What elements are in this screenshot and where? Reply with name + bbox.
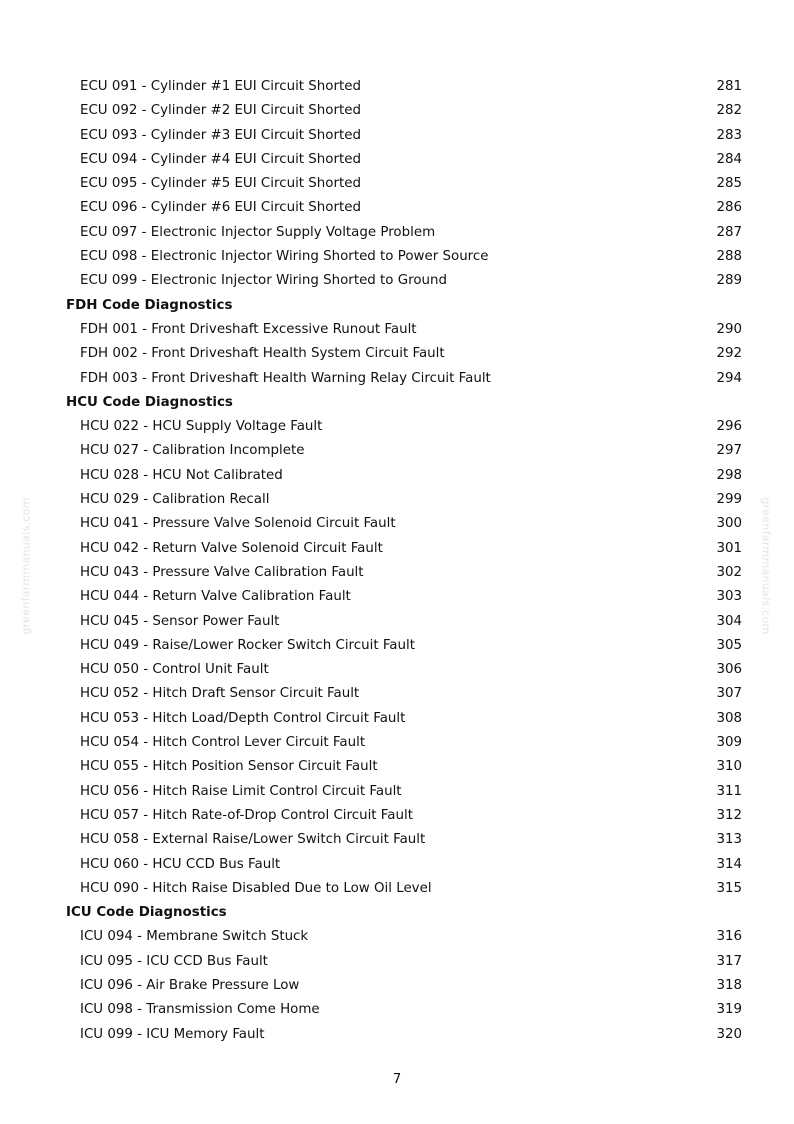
entry-title: HCU 054 - Hitch Control Lever Circuit Fault	[80, 735, 366, 751]
entry-title: HCU 027 - Calibration Incomplete	[80, 443, 305, 459]
entry-page-number: 309	[716, 735, 742, 751]
entry-title: ECU 093 - Cylinder #3 EUI Circuit Shorted	[80, 127, 361, 143]
entry-page-number: 320	[716, 1026, 742, 1042]
toc-section-heading[interactable]	[66, 901, 742, 925]
watermark-left: greenfarmmanuals.com	[19, 497, 33, 635]
toc-entry[interactable]	[66, 124, 742, 148]
toc-entry[interactable]	[66, 537, 742, 561]
toc-section-heading[interactable]	[66, 391, 742, 415]
toc-entry[interactable]	[66, 342, 742, 366]
toc-entry[interactable]	[66, 974, 742, 998]
entry-title: ICU 095 - ICU CCD Bus Fault	[80, 953, 268, 969]
entry-title: FDH 002 - Front Driveshaft Health System Circuit Fault	[80, 346, 445, 362]
toc-entry[interactable]	[66, 634, 742, 658]
entry-page-number: 284	[716, 151, 742, 167]
toc-entry[interactable]	[66, 585, 742, 609]
section-title: FDH Code Diagnostics	[66, 297, 233, 313]
toc-section-heading[interactable]	[66, 294, 742, 318]
toc-entry[interactable]	[66, 1023, 742, 1047]
entry-page-number: 318	[716, 977, 742, 993]
toc-entry[interactable]	[66, 439, 742, 463]
entry-page-number: 283	[716, 127, 742, 143]
entry-title: HCU 055 - Hitch Position Sensor Circuit Fault	[80, 759, 378, 775]
entry-page-number: 299	[716, 492, 742, 508]
toc-entry[interactable]	[66, 512, 742, 536]
entry-page-number: 298	[716, 467, 742, 483]
entry-page-number: 310	[716, 759, 742, 775]
entry-title: ICU 099 - ICU Memory Fault	[80, 1026, 265, 1042]
entry-page-number: 314	[716, 856, 742, 872]
toc-entry[interactable]	[66, 755, 742, 779]
entry-title: HCU 053 - Hitch Load/Depth Control Circuit Fault	[80, 710, 406, 726]
entry-title: HCU 049 - Raise/Lower Rocker Switch Circuit Fault	[80, 637, 415, 653]
toc-entry[interactable]	[66, 780, 742, 804]
entry-title: ECU 094 - Cylinder #4 EUI Circuit Shorted	[80, 151, 361, 167]
toc-entry[interactable]	[66, 877, 742, 901]
section-title: ICU Code Diagnostics	[66, 905, 227, 921]
toc-entry[interactable]	[66, 245, 742, 269]
entry-title: FDH 003 - Front Driveshaft Health Warning Relay Circuit Fault	[80, 370, 491, 386]
watermark-right: greenfarmmanuals.com	[759, 497, 773, 635]
entry-title: ECU 091 - Cylinder #1 EUI Circuit Shorted	[80, 79, 361, 94]
entry-title: ECU 095 - Cylinder #5 EUI Circuit Shorted	[80, 176, 361, 192]
toc-entry[interactable]	[66, 99, 742, 123]
entry-page-number: 313	[716, 832, 742, 848]
entry-title: HCU 057 - Hitch Rate-of-Drop Control Circuit Fault	[80, 807, 413, 823]
entry-title: ECU 092 - Cylinder #2 EUI Circuit Shorted	[80, 103, 361, 119]
entry-page-number: 315	[716, 880, 742, 896]
entry-title: HCU 028 - HCU Not Calibrated	[80, 467, 283, 483]
entry-page-number: 319	[716, 1002, 742, 1018]
toc-entry[interactable]	[66, 172, 742, 196]
entry-page-number: 304	[716, 613, 742, 629]
toc-entry[interactable]	[66, 561, 742, 585]
entry-page-number: 292	[716, 346, 742, 362]
entry-page-number: 287	[716, 224, 742, 240]
entry-title: HCU 022 - HCU Supply Voltage Fault	[80, 419, 323, 435]
entry-page-number: 290	[716, 321, 742, 337]
entry-title: HCU 043 - Pressure Valve Calibration Fault	[80, 564, 364, 580]
entry-page-number: 296	[716, 419, 742, 435]
toc-entry[interactable]	[66, 950, 742, 974]
entry-page-number: 281	[716, 79, 742, 94]
toc-entry[interactable]	[66, 75, 742, 99]
section-title: HCU Code Diagnostics	[66, 394, 233, 410]
entry-title: HCU 041 - Pressure Valve Solenoid Circuit Fault	[80, 516, 396, 532]
toc-entry[interactable]	[66, 415, 742, 439]
entry-page-number: 302	[716, 564, 742, 580]
entry-title: HCU 044 - Return Valve Calibration Fault	[80, 589, 351, 605]
entry-page-number: 288	[716, 249, 742, 265]
entry-title: HCU 050 - Control Unit Fault	[80, 662, 269, 678]
entry-page-number: 297	[716, 443, 742, 459]
entry-title: ECU 096 - Cylinder #6 EUI Circuit Shorted	[80, 200, 361, 216]
entry-page-number: 303	[716, 589, 742, 605]
entry-page-number: 289	[716, 273, 742, 289]
entry-page-number: 311	[716, 783, 742, 799]
entry-page-number: 307	[716, 686, 742, 702]
toc-entry[interactable]	[66, 464, 742, 488]
toc-entry[interactable]	[66, 804, 742, 828]
entry-title: HCU 060 - HCU CCD Bus Fault	[80, 856, 281, 872]
entry-title: HCU 045 - Sensor Power Fault	[80, 613, 280, 629]
toc-entry[interactable]	[66, 853, 742, 877]
entry-page-number: 286	[716, 200, 742, 216]
toc-entry[interactable]	[66, 196, 742, 220]
toc-entry[interactable]	[66, 269, 742, 293]
entry-page-number: 300	[716, 516, 742, 532]
toc-entry[interactable]	[66, 610, 742, 634]
toc-entry[interactable]	[66, 707, 742, 731]
toc-entry[interactable]	[66, 682, 742, 706]
entry-page-number: 306	[716, 662, 742, 678]
entry-page-number: 312	[716, 807, 742, 823]
entry-page-number: 294	[716, 370, 742, 386]
toc-entry[interactable]	[66, 221, 742, 245]
toc-entry[interactable]	[66, 658, 742, 682]
page-number: 7	[392, 1072, 402, 1087]
entry-page-number: 285	[716, 176, 742, 192]
entry-title: ICU 098 - Transmission Come Home	[80, 1002, 320, 1018]
entry-title: HCU 058 - External Raise/Lower Switch Circuit Fault	[80, 832, 426, 848]
entry-title: ICU 094 - Membrane Switch Stuck	[80, 929, 309, 945]
entry-title: FDH 001 - Front Driveshaft Excessive Runout Fault	[80, 321, 417, 337]
toc-entry[interactable]	[66, 488, 742, 512]
entry-title: ICU 096 - Air Brake Pressure Low	[80, 977, 300, 993]
entry-title: HCU 056 - Hitch Raise Limit Control Circuit Fault	[80, 783, 402, 799]
entry-title: HCU 052 - Hitch Draft Sensor Circuit Fault	[80, 686, 360, 702]
entry-title: HCU 090 - Hitch Raise Disabled Due to Low Oil Level	[80, 880, 432, 896]
toc-entry[interactable]	[66, 998, 742, 1022]
toc-entry[interactable]	[66, 148, 742, 172]
entry-title: HCU 029 - Calibration Recall	[80, 492, 270, 508]
entry-title: HCU 042 - Return Valve Solenoid Circuit Fault	[80, 540, 383, 556]
entry-title: ECU 097 - Electronic Injector Supply Voltage Problem	[80, 224, 436, 240]
entry-page-number: 308	[716, 710, 742, 726]
entry-page-number: 316	[716, 929, 742, 945]
entry-title: ECU 098 - Electronic Injector Wiring Shorted to Power Source	[80, 249, 489, 265]
toc-entry[interactable]	[66, 318, 742, 342]
entry-page-number: 317	[716, 953, 742, 969]
table-of-contents	[66, 75, 742, 1047]
toc-entry[interactable]	[66, 367, 742, 391]
entry-page-number: 301	[716, 540, 742, 556]
entry-page-number: 305	[716, 637, 742, 653]
toc-entry[interactable]	[66, 925, 742, 949]
entry-page-number: 282	[716, 103, 742, 119]
entry-title: ECU 099 - Electronic Injector Wiring Shorted to Ground	[80, 273, 448, 289]
toc-entry[interactable]	[66, 731, 742, 755]
toc-entry[interactable]	[66, 828, 742, 852]
